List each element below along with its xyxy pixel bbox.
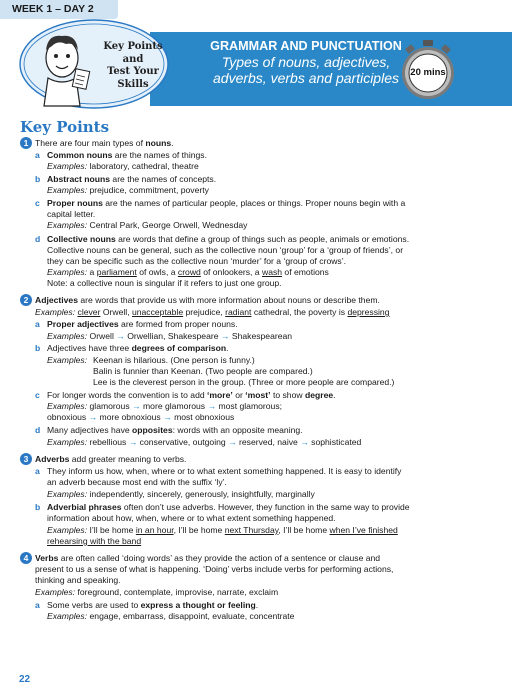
examples-label: Examples:	[47, 611, 88, 621]
badge-line4: Skills	[117, 78, 149, 90]
section-number: 2	[20, 294, 32, 306]
week-day-label: WEEK 1 – DAY 2	[12, 3, 94, 15]
example-line: Keenan is hilarious. (One person is funny.)	[93, 355, 255, 365]
examples-label: Examples:	[47, 331, 88, 341]
term: opposites	[132, 425, 173, 435]
item-definition-cont: information about how, when, where or to what extent something happened.	[47, 513, 336, 523]
text: are formed from proper nouns.	[118, 319, 238, 329]
text: most glamorous;	[216, 401, 283, 411]
item-letter: d	[35, 425, 41, 435]
item-definition	[47, 425, 303, 436]
text: or	[232, 390, 246, 400]
section-examples	[35, 307, 390, 318]
text: are words that provide us with more information about nouns or describe them.	[78, 295, 380, 305]
underlined-word: rehearsing with the band	[47, 536, 142, 546]
text: Many adjectives have	[47, 425, 133, 435]
text: Shakespearean	[229, 331, 293, 341]
arrow-icon: →	[300, 437, 309, 447]
section-number: 3	[20, 453, 32, 465]
item-examples	[47, 185, 209, 196]
text: foreground, contemplate, improvise, narrate, exclaim	[75, 587, 279, 597]
section-intro	[35, 138, 174, 149]
page-number: 22	[19, 674, 31, 685]
examples-label: Examples:	[47, 267, 88, 277]
text: Orwell	[87, 331, 117, 341]
item-examples	[47, 611, 294, 622]
item-definition-cont: Collective nouns can be general, such as the collective noun ‘group’ for a ‘group of friends’, or	[47, 245, 404, 255]
term: ‘more’	[207, 390, 233, 400]
text: of owls, a	[136, 267, 178, 277]
underlined-word: parliament	[96, 267, 137, 277]
underlined-word: in an hour	[135, 525, 174, 535]
item-examples	[47, 437, 361, 448]
item-examples	[47, 331, 292, 342]
text: rebellious	[87, 437, 129, 447]
item-letter: b	[35, 174, 41, 184]
text: independently, sincerely, generously, insightfully, marginally	[87, 489, 315, 499]
text: , I’ll be home	[278, 525, 330, 535]
underlined-word: depressing	[347, 307, 390, 317]
section-number: 1	[20, 137, 32, 149]
term: nouns	[145, 138, 172, 148]
item-letter: b	[35, 343, 41, 353]
item-letter: d	[35, 234, 41, 244]
text: a	[87, 267, 97, 277]
badge-line3: Test Your	[107, 66, 159, 77]
arrow-icon: →	[207, 401, 217, 411]
text: are often called ‘doing words’ as they provide the action of a sentence or clause and	[58, 553, 381, 563]
examples-label: Examples:	[47, 355, 88, 365]
arrow-icon: →	[128, 437, 138, 447]
badge-line2: and	[122, 53, 144, 65]
text: For longer words the convention is to add	[47, 390, 208, 400]
text: Some verbs are used to	[47, 600, 141, 610]
examples-label: Examples:	[47, 489, 88, 499]
item-letter: c	[35, 198, 40, 208]
text: laboratory, cathedral, theatre	[87, 161, 199, 171]
item-definition	[47, 234, 409, 245]
examples-label: Examples:	[47, 220, 88, 230]
item-definition-cont: they can be specific such as the collective noun ‘murder’ for a ‘group of crows’.	[47, 256, 347, 266]
item-examples-cont	[47, 412, 234, 423]
note: Note: a collective noun is singular if it refers to just one group.	[47, 278, 282, 288]
item-definition	[47, 343, 229, 354]
text: There are four main types of	[35, 138, 146, 148]
arrow-icon: →	[228, 437, 237, 447]
term: Adverbs	[35, 454, 70, 464]
section-intro-cont: present to us a sense of what is happening. ‘Doing’ verbs include verbs for performing actions,	[35, 564, 394, 574]
text: obnoxious	[47, 412, 89, 422]
text: to show	[270, 390, 305, 400]
examples-label: Examples:	[35, 587, 76, 597]
text: Adjectives have three	[47, 343, 132, 353]
text: .	[255, 600, 259, 610]
item-letter: b	[35, 502, 41, 512]
item-definition-cont: capital letter.	[47, 209, 96, 219]
text: Orwellian, Shakespeare	[124, 331, 221, 341]
underlined-word: clever	[77, 307, 101, 317]
text: are the names of concepts.	[110, 174, 217, 184]
examples-label: Examples:	[47, 525, 88, 535]
timer-label: 20 mins	[410, 67, 446, 78]
examples-label: Examples:	[47, 161, 88, 171]
text: Orwell,	[100, 307, 132, 317]
banner-title: GRAMMAR AND PUNCTUATION	[210, 39, 402, 53]
item-definition-cont: an adverb because most end with the suffix ‘ly’.	[47, 477, 227, 487]
term: ‘most’	[245, 390, 271, 400]
text: are the names of things.	[112, 150, 207, 160]
underlined-word: next Thursday	[224, 525, 279, 535]
key-points-badge	[18, 18, 170, 110]
section-intro	[35, 454, 186, 465]
section-intro	[35, 295, 380, 306]
section-examples	[35, 587, 278, 598]
example-line: Balin is funnier than Keenan. (Two people are compared.)	[93, 366, 313, 376]
text: .	[171, 138, 174, 148]
term: Proper adjectives	[47, 319, 119, 329]
item-definition	[47, 319, 238, 330]
text: , I’ll be home	[173, 525, 225, 535]
underlined-word: unacceptable	[131, 307, 184, 317]
underlined-word: crowd	[177, 267, 201, 277]
section-heading: Key Points	[20, 118, 110, 136]
term: Adverbial phrases	[47, 502, 122, 512]
badge-text	[98, 41, 168, 91]
item-letter: a	[35, 600, 40, 610]
item-definition	[47, 150, 207, 161]
badge-line1: Key Points	[103, 41, 163, 52]
term: Collective nouns	[47, 234, 116, 244]
text: prejudice,	[183, 307, 226, 317]
section-intro	[35, 553, 380, 564]
item-definition	[47, 198, 405, 209]
item-letter: a	[35, 466, 40, 476]
example-line: Lee is the cleverest person in the group. (Three or more people are compared.)	[93, 377, 395, 387]
item-definition	[47, 174, 216, 185]
underlined-word: radiant	[225, 307, 252, 317]
text: Central Park, George Orwell, Wednesday	[87, 220, 248, 230]
banner-subtitle-line2: adverbs, verbs and participles	[213, 70, 399, 86]
text: most obnoxious	[171, 412, 235, 422]
text: more glamorous	[140, 401, 208, 411]
item-letter: a	[35, 150, 40, 160]
section-number: 4	[20, 552, 32, 564]
text: of onlookers, a	[200, 267, 262, 277]
stopwatch-icon	[398, 40, 458, 100]
term: Verbs	[35, 553, 59, 563]
text: I’ll be home	[87, 525, 136, 535]
text: sophisticated	[308, 437, 362, 447]
item-definition	[47, 502, 410, 513]
week-day-tab	[0, 0, 118, 19]
item-letter: a	[35, 319, 40, 329]
text: cathedral, the poverty is	[251, 307, 348, 317]
text: engage, embarrass, disappoint, evaluate, concentrate	[87, 611, 295, 621]
term: degree	[304, 390, 334, 400]
term: degrees of comparison	[131, 343, 227, 353]
term: Adjectives	[35, 295, 78, 305]
arrow-icon: →	[132, 401, 141, 411]
item-definition: They inform us how, when, where or to what extent something happened. It is easy to identify	[47, 466, 402, 476]
underlined-word: wash	[261, 267, 283, 277]
arrow-icon: →	[220, 331, 230, 341]
examples-label: Examples:	[47, 401, 88, 411]
text: .	[333, 390, 336, 400]
text: prejudice, commitment, poverty	[87, 185, 209, 195]
banner-subtitle-line1: Types of nouns, adjectives,	[221, 54, 391, 70]
term: Common nouns	[47, 150, 113, 160]
examples-label: Examples:	[47, 185, 88, 195]
arrow-icon: →	[88, 412, 98, 422]
text: more obnoxious	[97, 412, 164, 422]
text: are the names of particular people, places or things. Proper nouns begin with a	[102, 198, 406, 208]
text: : words with an opposite meaning.	[172, 425, 303, 435]
examples-label: Examples:	[47, 437, 88, 447]
examples-label: Examples:	[35, 307, 76, 317]
item-definition	[47, 600, 258, 611]
term: Proper nouns	[47, 198, 103, 208]
text: are words that define a group of things such as people, animals or emotions.	[115, 234, 410, 244]
item-examples	[47, 267, 329, 278]
text: conservative, outgoing	[137, 437, 229, 447]
section-intro-cont: thinking and speaking.	[35, 575, 121, 585]
item-letter: c	[35, 390, 40, 400]
text: reserved, naive	[236, 437, 301, 447]
underlined-word: when I’ve finished	[329, 525, 398, 535]
item-examples	[47, 161, 199, 172]
term: express a thought or feeling	[140, 600, 256, 610]
item-examples	[47, 401, 282, 412]
item-examples	[47, 489, 315, 500]
text: of emotions	[282, 267, 329, 277]
item-examples	[47, 220, 247, 231]
arrow-icon: →	[163, 412, 172, 422]
term: Abstract nouns	[47, 174, 111, 184]
text: often don’t use adverbs. However, they function in the same way to provide	[121, 502, 410, 512]
text: add greater meaning to verbs.	[69, 454, 187, 464]
text: glamorous	[87, 401, 133, 411]
item-examples	[47, 525, 398, 536]
arrow-icon: →	[116, 331, 125, 341]
item-definition	[47, 390, 336, 401]
text: .	[226, 343, 229, 353]
